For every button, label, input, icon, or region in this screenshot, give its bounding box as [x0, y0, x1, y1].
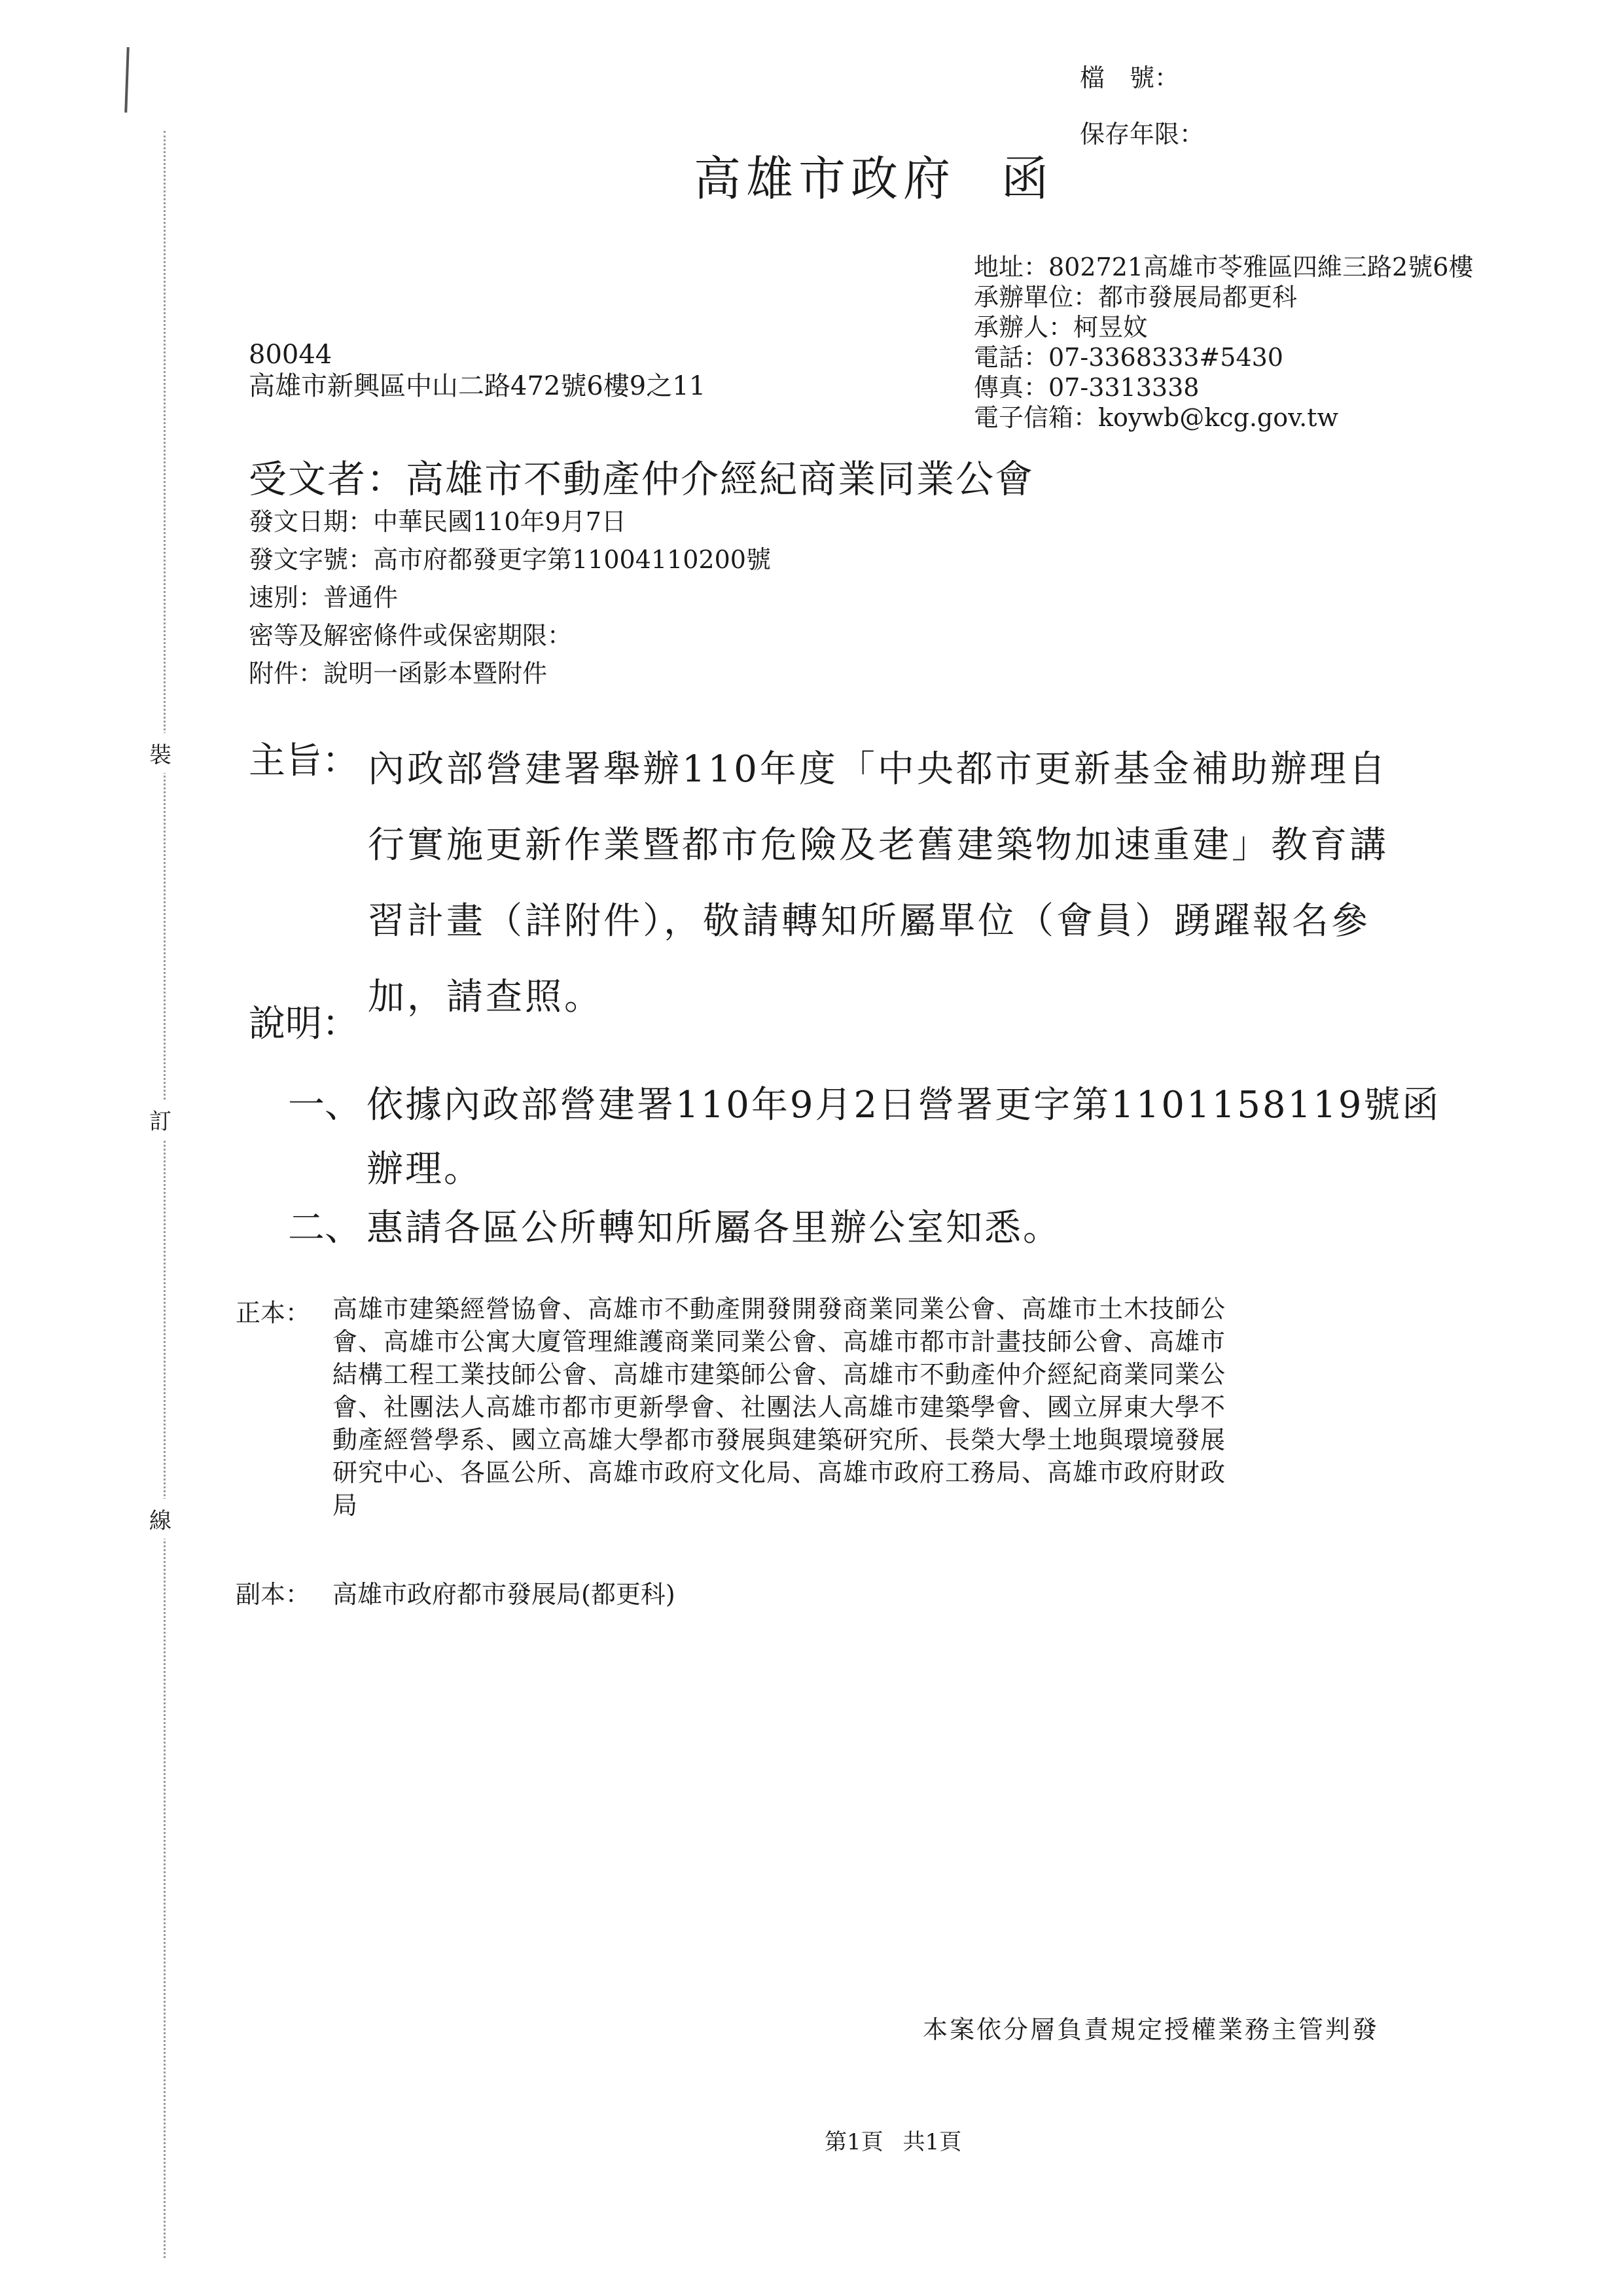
page-number	[825, 2124, 961, 2156]
authorization-note: 本案依分層負責規定授權業務主管判發	[923, 2015, 1380, 2044]
subject-line: 內政部營建署舉辦110年度「中央都市更新基金補助辦理自	[368, 748, 1388, 791]
binding-char-ding: 訂	[149, 1100, 171, 1139]
contact-officer: 承辦人：柯昱妏	[974, 313, 1149, 342]
distribution-line: 會、高雄市公寓大廈管理維護商業同業公會、高雄市都市計畫技師公會、高雄市	[332, 1327, 1226, 1356]
item-number: 二、	[288, 1207, 361, 1249]
attachment: 附件：說明一函影本暨附件	[249, 659, 548, 688]
subject-line: 習計畫（詳附件），敬請轉知所屬單位（會員）踴躍報名參	[368, 900, 1370, 942]
distribution-line: 高雄市建築經營協會、高雄市不動產開發開發商業同業公會、高雄市土木技師公	[332, 1295, 1226, 1323]
street-address: 高雄市新興區中山二路472號6樓9之11	[249, 371, 706, 401]
recipient-address	[249, 339, 705, 402]
copy-recipient: 高雄市政府都市發展局(都更科)	[332, 1580, 675, 1609]
contact-fax: 傳真：07-3313338	[974, 373, 1200, 402]
document-meta	[249, 503, 771, 692]
binding-char-zhuang: 裝	[149, 733, 171, 773]
item-text	[366, 1196, 1061, 1261]
subject-label: 主旨：	[249, 740, 359, 782]
pencil-mark	[124, 47, 129, 113]
contact-email: 電子信箱：koywb@kcg.gov.tw	[974, 403, 1338, 432]
file-info	[1080, 50, 1232, 162]
item-line: 惠請各區公所轉知所屬各里辦公室知悉。	[366, 1207, 1061, 1249]
document-title	[694, 141, 1054, 209]
item-line: 依據內政部營建署110年9月2日營署更字第1101158119號函	[366, 1084, 1441, 1126]
document-type: 函	[1001, 151, 1054, 206]
issuing-agency: 高雄市政府	[694, 151, 956, 206]
contact-unit: 承辦單位：都市發展局都更科	[974, 283, 1298, 312]
subject-line: 加，請查照。	[368, 976, 603, 1018]
contact-address: 地址：802721高雄市苓雅區四維三路2號6樓	[974, 253, 1474, 281]
retention-label: 保存年限：	[1080, 120, 1205, 149]
distribution-line: 局	[332, 1491, 359, 1520]
contact-block	[974, 252, 1473, 433]
page-total: 共1頁	[902, 2129, 962, 2155]
distribution-line: 會、社團法人高雄市都市更新學會、社團法人高雄市建築學會、國立屏東大學不	[332, 1393, 1226, 1422]
postcode: 80044	[249, 340, 332, 370]
subject-line: 行實施更新作業暨都市危險及老舊建築物加速重建」教育講	[368, 824, 1389, 867]
item-line: 辦理。	[366, 1148, 482, 1191]
distribution-line: 動產經營學系、國立高雄大學都市發展與建築研究所、長榮大學土地與環境發展	[332, 1426, 1226, 1454]
contact-phone: 電話：07-3368333#5430	[974, 343, 1283, 372]
description-label: 說明：	[249, 1003, 359, 1045]
speed: 速別：普通件	[249, 583, 399, 612]
copy-label: 副本：	[236, 1580, 311, 1609]
binding-line	[164, 131, 166, 2258]
distribution-line: 研究中心、各區公所、高雄市政府文化局、高雄市政府工務局、高雄市政府財政	[332, 1458, 1226, 1487]
recipient: 受文者：高雄市不動產仲介經紀商業同業公會	[249, 457, 1035, 501]
item-number: 一、	[288, 1084, 361, 1126]
page-current: 第1頁	[825, 2129, 883, 2155]
issue-date: 發文日期：中華民國110年9月7日	[249, 507, 626, 536]
subject-text	[368, 732, 1493, 1035]
doc-number: 發文字號：高市府都發更字第11004110200號	[249, 545, 771, 574]
item-text	[366, 1073, 1440, 1202]
distribution-list	[332, 1293, 1484, 1522]
binding-char-xian: 線	[149, 1499, 171, 1539]
classification: 密等及解密條件或保密期限：	[249, 621, 573, 650]
distribution-label: 正本：	[236, 1299, 311, 1327]
distribution-line: 結構工程工業技師公會、高雄市建築師公會、高雄市不動產仲介經紀商業同業公	[332, 1360, 1226, 1389]
file-number-label: 檔 號：	[1080, 63, 1180, 92]
